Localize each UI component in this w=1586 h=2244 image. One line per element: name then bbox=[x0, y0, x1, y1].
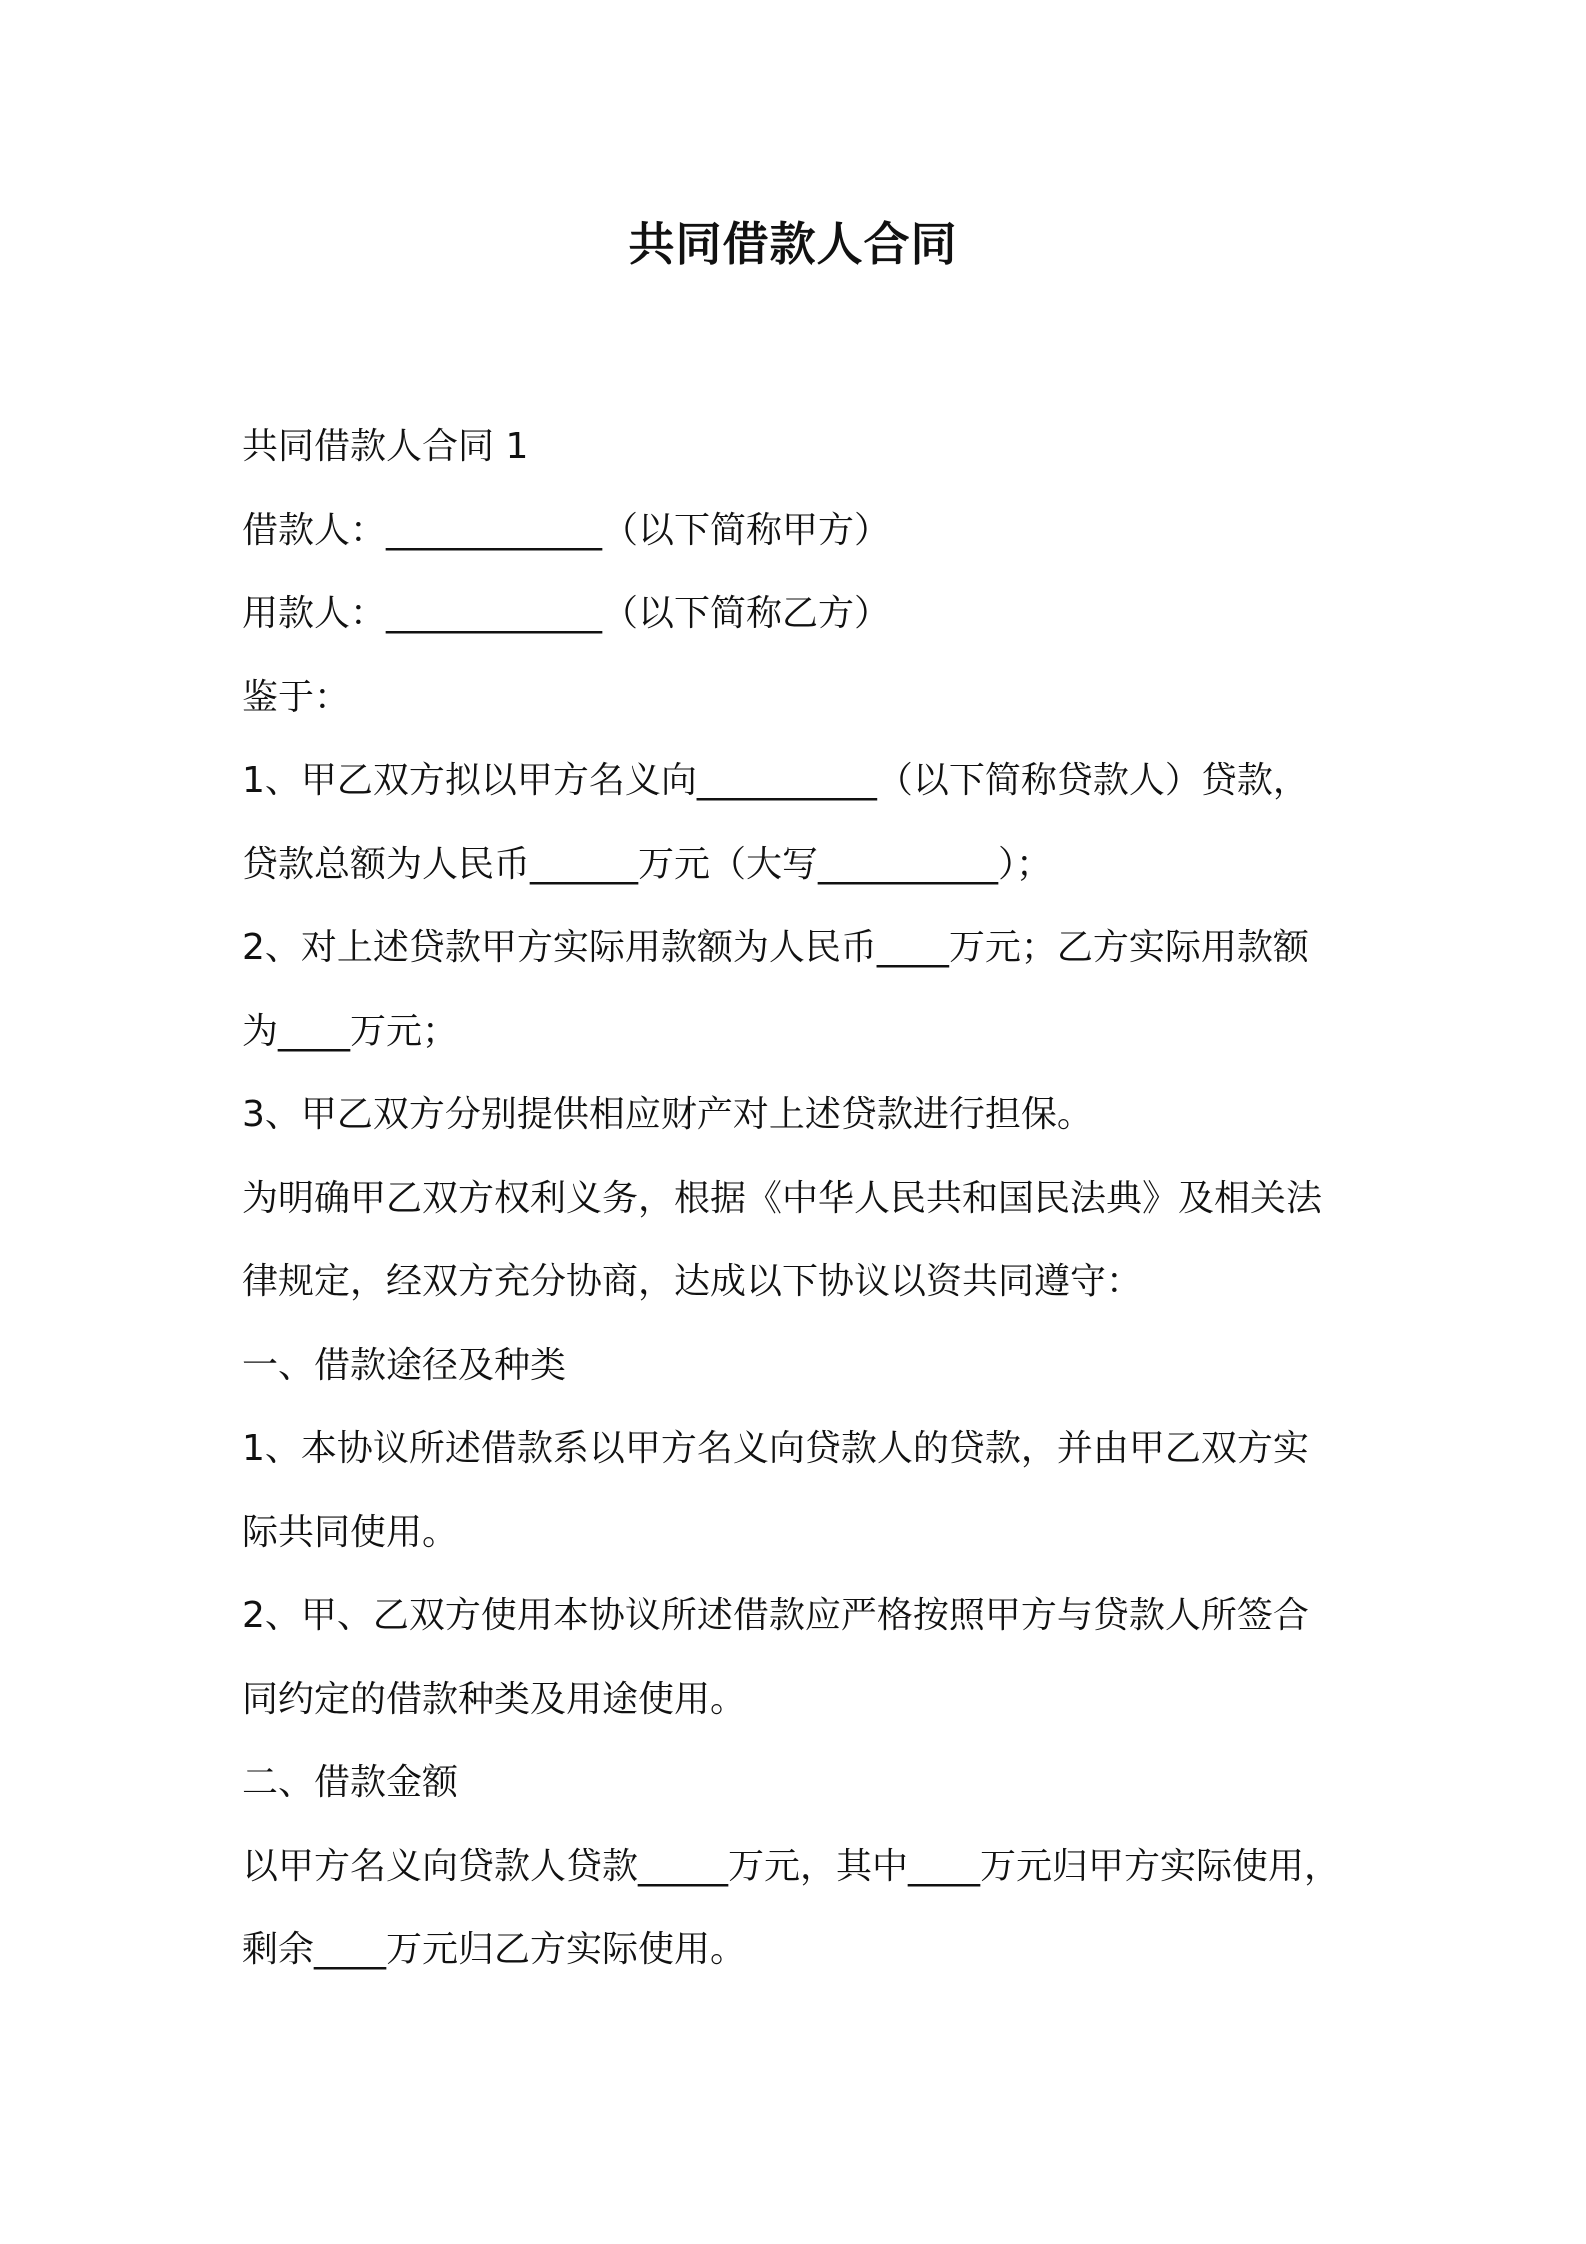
paragraph-line: 贷款总额为人民币______万元（大写__________）； bbox=[242, 843, 1053, 885]
paragraph-line: 律规定，经双方充分协商，达成以下协议以资共同遵守： bbox=[242, 1261, 1143, 1302]
document-title: 共同借款人合同 bbox=[628, 217, 958, 271]
borrower-line: 借款人：____________（以下简称甲方） bbox=[242, 509, 891, 551]
paragraph-line: 1、甲乙双方拟以甲方名义向__________（以下简称贷款人）贷款， bbox=[242, 760, 1309, 801]
paragraph-line: 际共同使用。 bbox=[242, 1511, 459, 1553]
paragraph-line: 以甲方名义向贷款人贷款_____万元，其中____万元归甲方实际使用， bbox=[242, 1845, 1341, 1887]
paragraph-line: 剩余____万元归乙方实际使用。 bbox=[242, 1929, 747, 1970]
paragraph-line: 1、本协议所述借款系以甲方名义向贷款人的贷款，并由甲乙双方实 bbox=[242, 1428, 1309, 1469]
whereas-label: 鉴于： bbox=[242, 676, 351, 718]
paragraph-line: 为明确甲乙双方权利义务，根据《中华人民共和国民法典》及相关法 bbox=[242, 1177, 1323, 1219]
paragraph-line: 2、甲、乙双方使用本协议所述借款应严格按照甲方与贷款人所签合 bbox=[242, 1595, 1309, 1636]
document-body bbox=[242, 405, 1382, 1992]
paragraph-line: 为____万元； bbox=[242, 1010, 459, 1052]
section-heading: 二、借款金额 bbox=[242, 1762, 459, 1803]
user-line: 用款人：____________（以下简称乙方） bbox=[242, 593, 891, 634]
paragraph-line: 2、对上述贷款甲方实际用款额为人民币____万元；乙方实际用款额 bbox=[242, 927, 1309, 968]
section-heading: 一、借款途径及种类 bbox=[242, 1344, 567, 1386]
paragraph-line: 同约定的借款种类及用途使用。 bbox=[242, 1678, 747, 1720]
paragraph-line: 3、甲乙双方分别提供相应财产对上述贷款进行担保。 bbox=[242, 1094, 1093, 1135]
contract-heading: 共同借款人合同 1 bbox=[242, 426, 529, 467]
